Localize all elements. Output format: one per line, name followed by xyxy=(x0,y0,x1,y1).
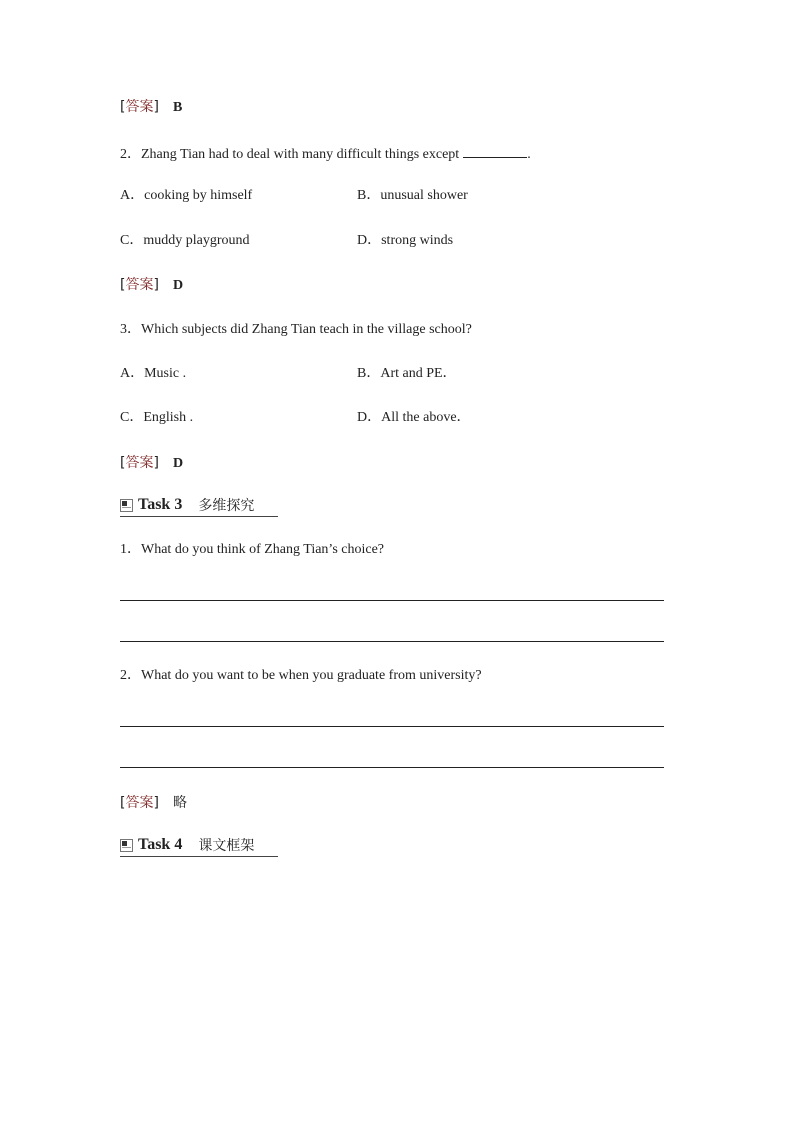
q3-option-b: B．Art and PE． xyxy=(357,366,457,381)
answer-task3 xyxy=(120,794,187,813)
answer-value: 略 xyxy=(172,795,187,811)
answer-label: [答案] xyxy=(120,795,159,811)
question-2-end: . xyxy=(527,147,531,162)
q2-option-d: D．strong winds xyxy=(357,233,454,248)
answer-value: B xyxy=(172,100,183,115)
document-icon xyxy=(120,499,133,512)
q2-option-b: B．unusual shower xyxy=(357,188,468,203)
answer-line[interactable] xyxy=(120,641,664,642)
q2-option-a: A．cooking by himself xyxy=(120,188,253,203)
answer-line[interactable] xyxy=(120,600,664,601)
answer-value: D xyxy=(172,278,184,293)
task-3-question-2: 2．What do you want to be when you graduate from university? xyxy=(120,668,482,683)
answer-q2 xyxy=(120,276,183,295)
q3-option-a: A．Music . xyxy=(120,366,187,381)
task-3-header xyxy=(120,494,278,517)
question-2-text: 2．Zhang Tian had to deal with many difficult things except xyxy=(120,147,460,162)
answer-value: D xyxy=(172,456,184,471)
task-3-subtitle: 多维探究 xyxy=(198,498,255,514)
task-4-title: Task 4 xyxy=(138,836,183,853)
answer-label: [答案] xyxy=(120,99,159,115)
answer-line[interactable] xyxy=(120,767,664,768)
question-3-stem: 3．Which subjects did Zhang Tian teach in the village school? xyxy=(120,322,472,337)
answer-label: [答案] xyxy=(120,277,159,293)
answer-blank xyxy=(463,143,527,158)
q2-option-c: C．muddy playground xyxy=(120,233,250,248)
answer-line[interactable] xyxy=(120,726,664,727)
answer-label: [答案] xyxy=(120,455,159,471)
q3-option-c: C．English . xyxy=(120,410,194,425)
task-3-question-1: 1．What do you think of Zhang Tian’s choice? xyxy=(120,542,385,557)
task-4-subtitle: 课文框架 xyxy=(198,838,255,854)
document-icon xyxy=(120,839,133,852)
answer-q1 xyxy=(120,98,182,117)
task-4-header xyxy=(120,834,278,857)
question-2-stem xyxy=(120,143,531,164)
task-3-title: Task 3 xyxy=(138,496,183,513)
answer-q3 xyxy=(120,454,183,473)
q3-option-d: D．All the above． xyxy=(357,410,471,425)
